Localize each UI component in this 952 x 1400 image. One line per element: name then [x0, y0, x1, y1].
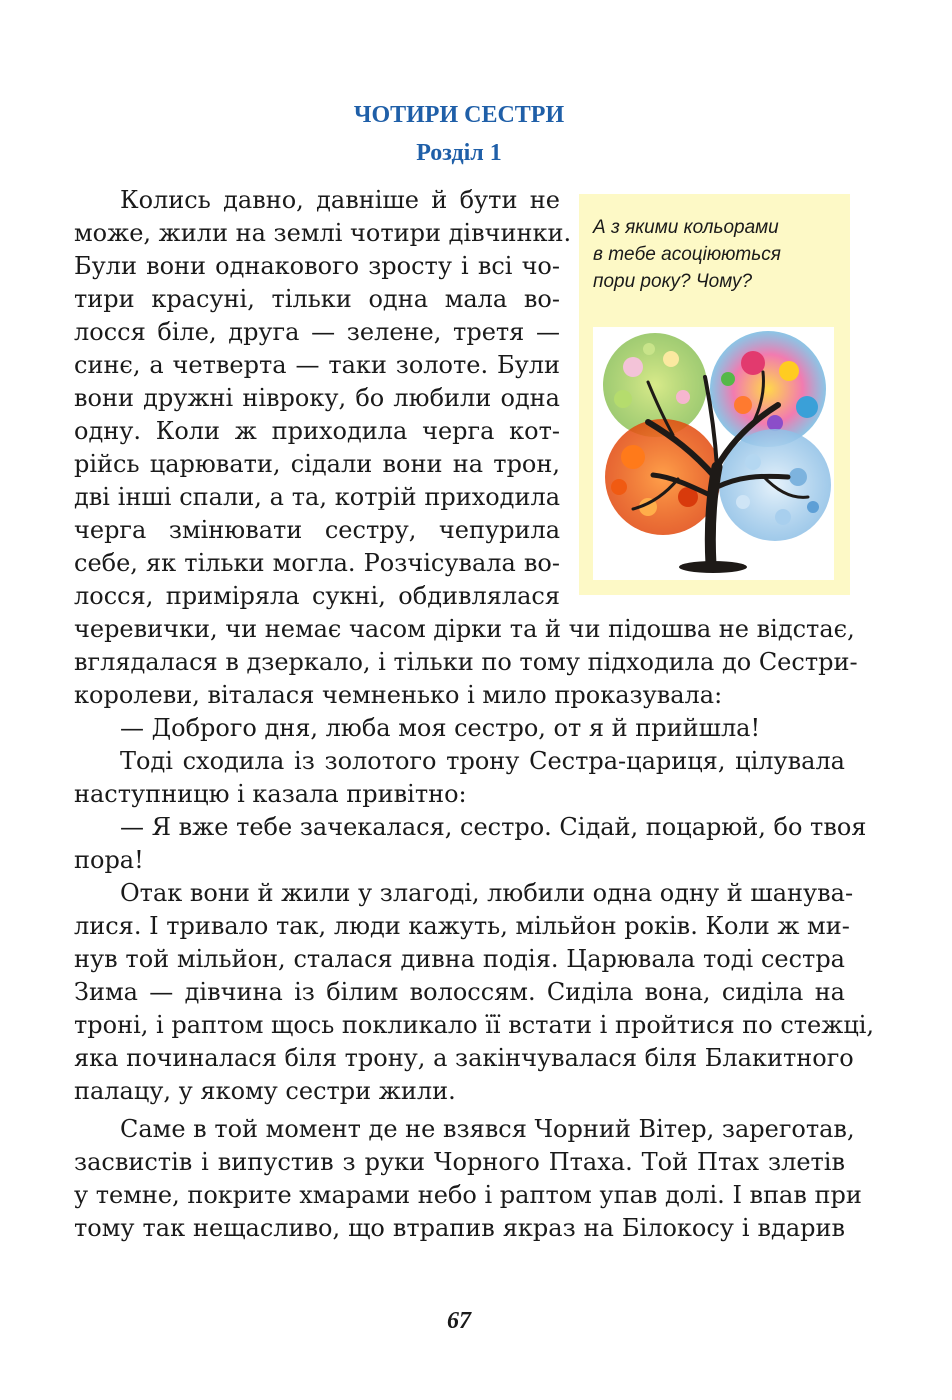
- text-line: наступницю і казала привітно:: [74, 780, 467, 808]
- text-line: тири красуні, тільки одна мала во-: [74, 285, 560, 313]
- text-line: пора!: [74, 846, 144, 874]
- text-line: себе, як тільки могла. Розчісувала во-: [74, 549, 560, 577]
- text-line: черга змінювати сестру, чепурила: [74, 516, 560, 544]
- text-line: вони дружні нівроку, бо любили одна: [74, 384, 560, 412]
- text-line: рійсь царювати, сідали вони на трон,: [74, 450, 560, 478]
- text-line: вглядалася в дзеркало, і тільки по тому підходила до Сестри-: [74, 648, 858, 676]
- text-line: засвистів і випустив з руки Чорного Птаха. Той Птах злетів: [74, 1148, 845, 1176]
- text-line: синє, а четверта — таки золоте. Були: [74, 351, 560, 379]
- question-line: пори року? Чому?: [593, 271, 753, 292]
- text-line: лосся біле, друга — зелене, третя —: [74, 318, 560, 346]
- text-line: королеви, віталася чемненько і мило проказувала:: [74, 681, 723, 709]
- text-line: черевички, чи немає часом дірки та й чи підошва не відстає,: [74, 615, 855, 643]
- text-line: Саме в той момент де не взявся Чорний Вітер, зареготав,: [120, 1115, 855, 1143]
- page-number: 67: [447, 1308, 471, 1334]
- text-line: Колись давно, давніше й бути не: [120, 186, 560, 214]
- text-line: нув той мільйон, сталася дивна подія. Царювала тоді сестра: [74, 945, 845, 973]
- sidebar-question-box: [579, 194, 850, 595]
- text-line: палацу, у якому сестри жили.: [74, 1077, 456, 1105]
- text-line: Були вони однакового зросту і всі чо-: [74, 252, 560, 280]
- text-line: Отак вони й жили у злагоді, любили одна одну й шанува-: [120, 879, 854, 907]
- text-line: дві інші спали, а та, котрій приходила: [74, 483, 560, 511]
- text-line: Зима — дівчина із білим волоссям. Сиділа вона, сиділа на: [74, 978, 845, 1006]
- text-line: Тоді сходила із золотого трону Сестра-цариця, цілувала: [120, 747, 845, 775]
- four-seasons-tree-illustration: [593, 327, 834, 580]
- question-line: А з якими кольорами: [593, 217, 779, 238]
- chapter-title: ЧОТИРИ СЕСТРИ: [353, 102, 565, 128]
- dialogue-line: — Доброго дня, люба моя сестро, от я й прийшла!: [120, 714, 761, 742]
- text-line: тому так нещасливо, що втрапив якраз на Білокосу і вдарив: [74, 1214, 845, 1242]
- dialogue-line: — Я вже тебе зачекалася, сестро. Сідай, поцарюй, бо твоя: [120, 813, 867, 841]
- text-line: одну. Коли ж приходила черга кот-: [74, 417, 560, 445]
- sidebar-question: [593, 214, 843, 295]
- text-line: лосся, приміряла сукні, обдивлялася: [74, 582, 560, 610]
- text-line: лися. І тривало так, люди кажуть, мільйон років. Коли ж ми-: [74, 912, 850, 940]
- text-line: яка починалася біля трону, а закінчувалася біля Блакитного: [74, 1044, 854, 1072]
- text-line: у темне, покрите хмарами небо і раптом упав долі. І впав при: [74, 1181, 862, 1209]
- question-line: в тебе асоціюються: [593, 244, 781, 265]
- text-line: троні, і раптом щось покликало її встати і пройтися по стежці,: [74, 1011, 875, 1039]
- tree-image: [593, 327, 834, 580]
- section-subtitle: Розділ 1: [416, 140, 502, 166]
- text-line: може, жили на землі чотири дівчинки.: [74, 219, 572, 247]
